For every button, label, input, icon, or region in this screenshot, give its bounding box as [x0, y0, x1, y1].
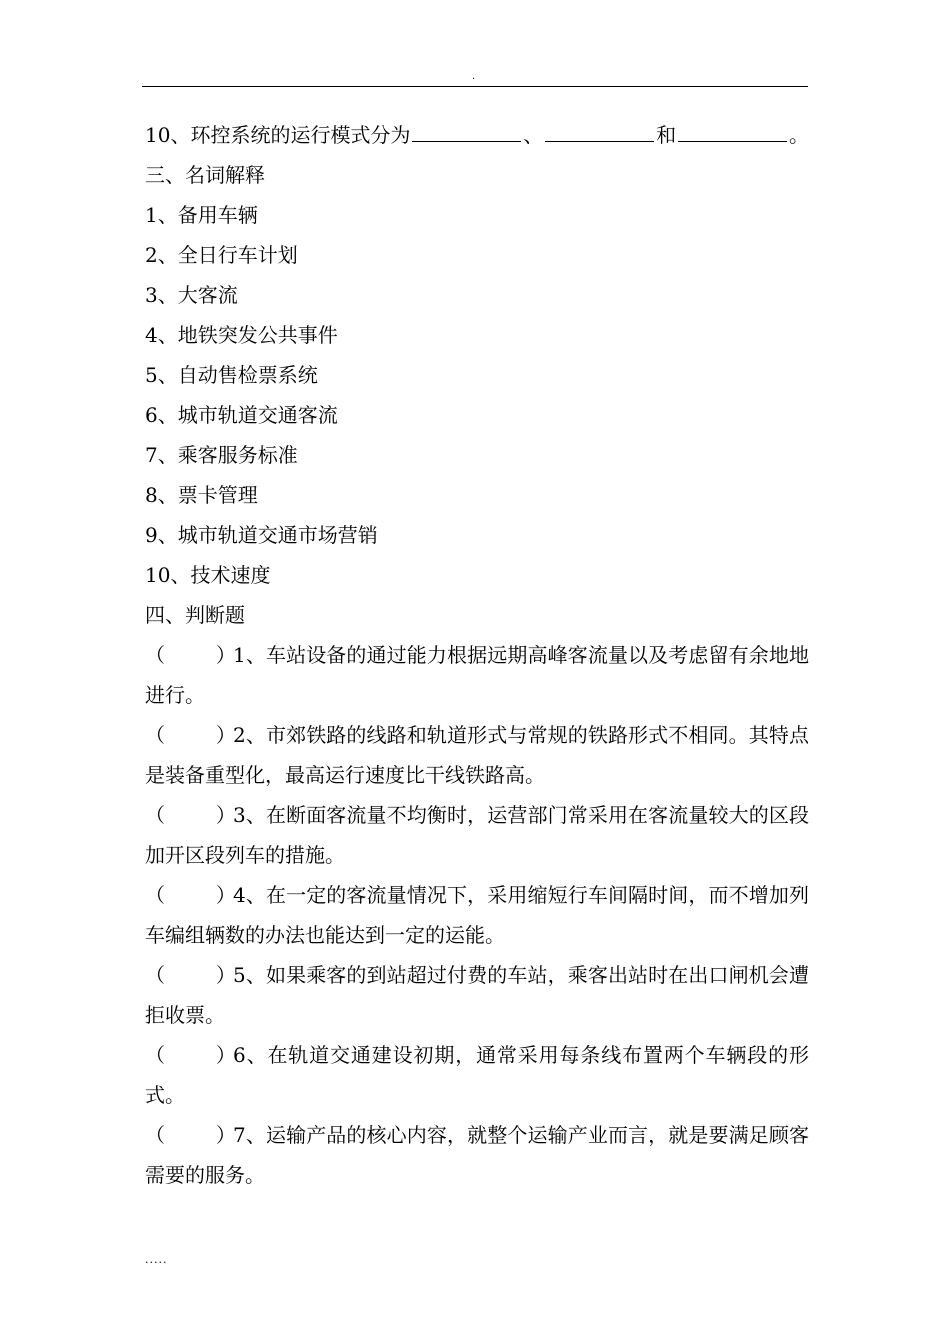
answer-parentheses: （ ）	[145, 1123, 236, 1147]
term-item: 5、自动售检票系统	[145, 363, 318, 387]
term-item: 2、全日行车计划	[145, 243, 298, 267]
header-rule	[142, 86, 808, 87]
term-item: 8、票卡管理	[145, 483, 258, 507]
question-text: 5、如果乘客的到站超过付费的车站，乘客出站时在出口闸机会遭拒收票。	[145, 963, 809, 1027]
question-text: 4、在一定的客流量情况下，采用缩短行车间隔时间，而不增加列车编组辆数的办法也能达到一定的运能。	[145, 883, 809, 947]
question-text: 3、在断面客流量不均衡时，运营部门常采用在客流量较大的区段加开区段列车的措施。	[145, 803, 809, 867]
document-body	[145, 115, 809, 1195]
answer-parentheses: （ ）	[145, 643, 236, 667]
term-item: 6、城市轨道交通客流	[145, 403, 338, 427]
fill-blank-sep-2: 和	[656, 123, 677, 147]
question-text: 2、市郊铁路的线路和轨道形式与常规的铁路形式不相同。其特点是装备重型化，最高运行速度比干线铁路高。	[145, 723, 809, 787]
answer-parentheses: （ ）	[145, 963, 236, 987]
question-text: 1、车站设备的通过能力根据远期高峰客流量以及考虑留有余地地进行。	[145, 643, 809, 707]
header-mark: .	[472, 71, 476, 82]
fill-blank-suffix: 。	[788, 123, 809, 147]
term-item: 7、乘客服务标准	[145, 443, 298, 467]
fill-blank-sep-1: 、	[523, 123, 544, 147]
answer-parentheses: （ ）	[145, 1043, 236, 1067]
term-item: 4、地铁突发公共事件	[145, 323, 338, 347]
judgement-question	[145, 1035, 809, 1115]
term-item: 3、大客流	[145, 283, 238, 307]
answer-parentheses: （ ）	[145, 723, 236, 747]
footer-mark: .....	[145, 1253, 168, 1266]
term-item: 9、城市轨道交通市场营销	[145, 523, 378, 547]
answer-blank-3	[678, 121, 787, 142]
question-text: 6、在轨道交通建设初期，通常采用每条线布置两个车辆段的形式。	[145, 1043, 809, 1107]
fill-blank-prefix: 10、环控系统的运行模式分为	[145, 123, 411, 147]
answer-parentheses: （ ）	[145, 803, 236, 827]
term-item: 1、备用车辆	[145, 203, 258, 227]
term-item: 10、技术速度	[145, 563, 271, 587]
judgement-question	[145, 715, 809, 795]
answer-blank-1	[412, 121, 521, 142]
question-text: 7、运输产品的核心内容，就整个运输产业而言，就是要满足顾客需要的服务。	[145, 1123, 809, 1187]
answer-blank-2	[545, 121, 654, 142]
judgement-question	[145, 1115, 809, 1195]
section-3-title: 三、名词解释	[145, 163, 265, 187]
judgement-question	[145, 795, 809, 875]
judgement-question	[145, 635, 809, 715]
judgement-question	[145, 875, 809, 955]
judgement-question	[145, 955, 809, 1035]
section-4-title: 四、判断题	[145, 603, 245, 627]
answer-parentheses: （ ）	[145, 883, 236, 907]
fill-blank-question	[145, 115, 809, 155]
